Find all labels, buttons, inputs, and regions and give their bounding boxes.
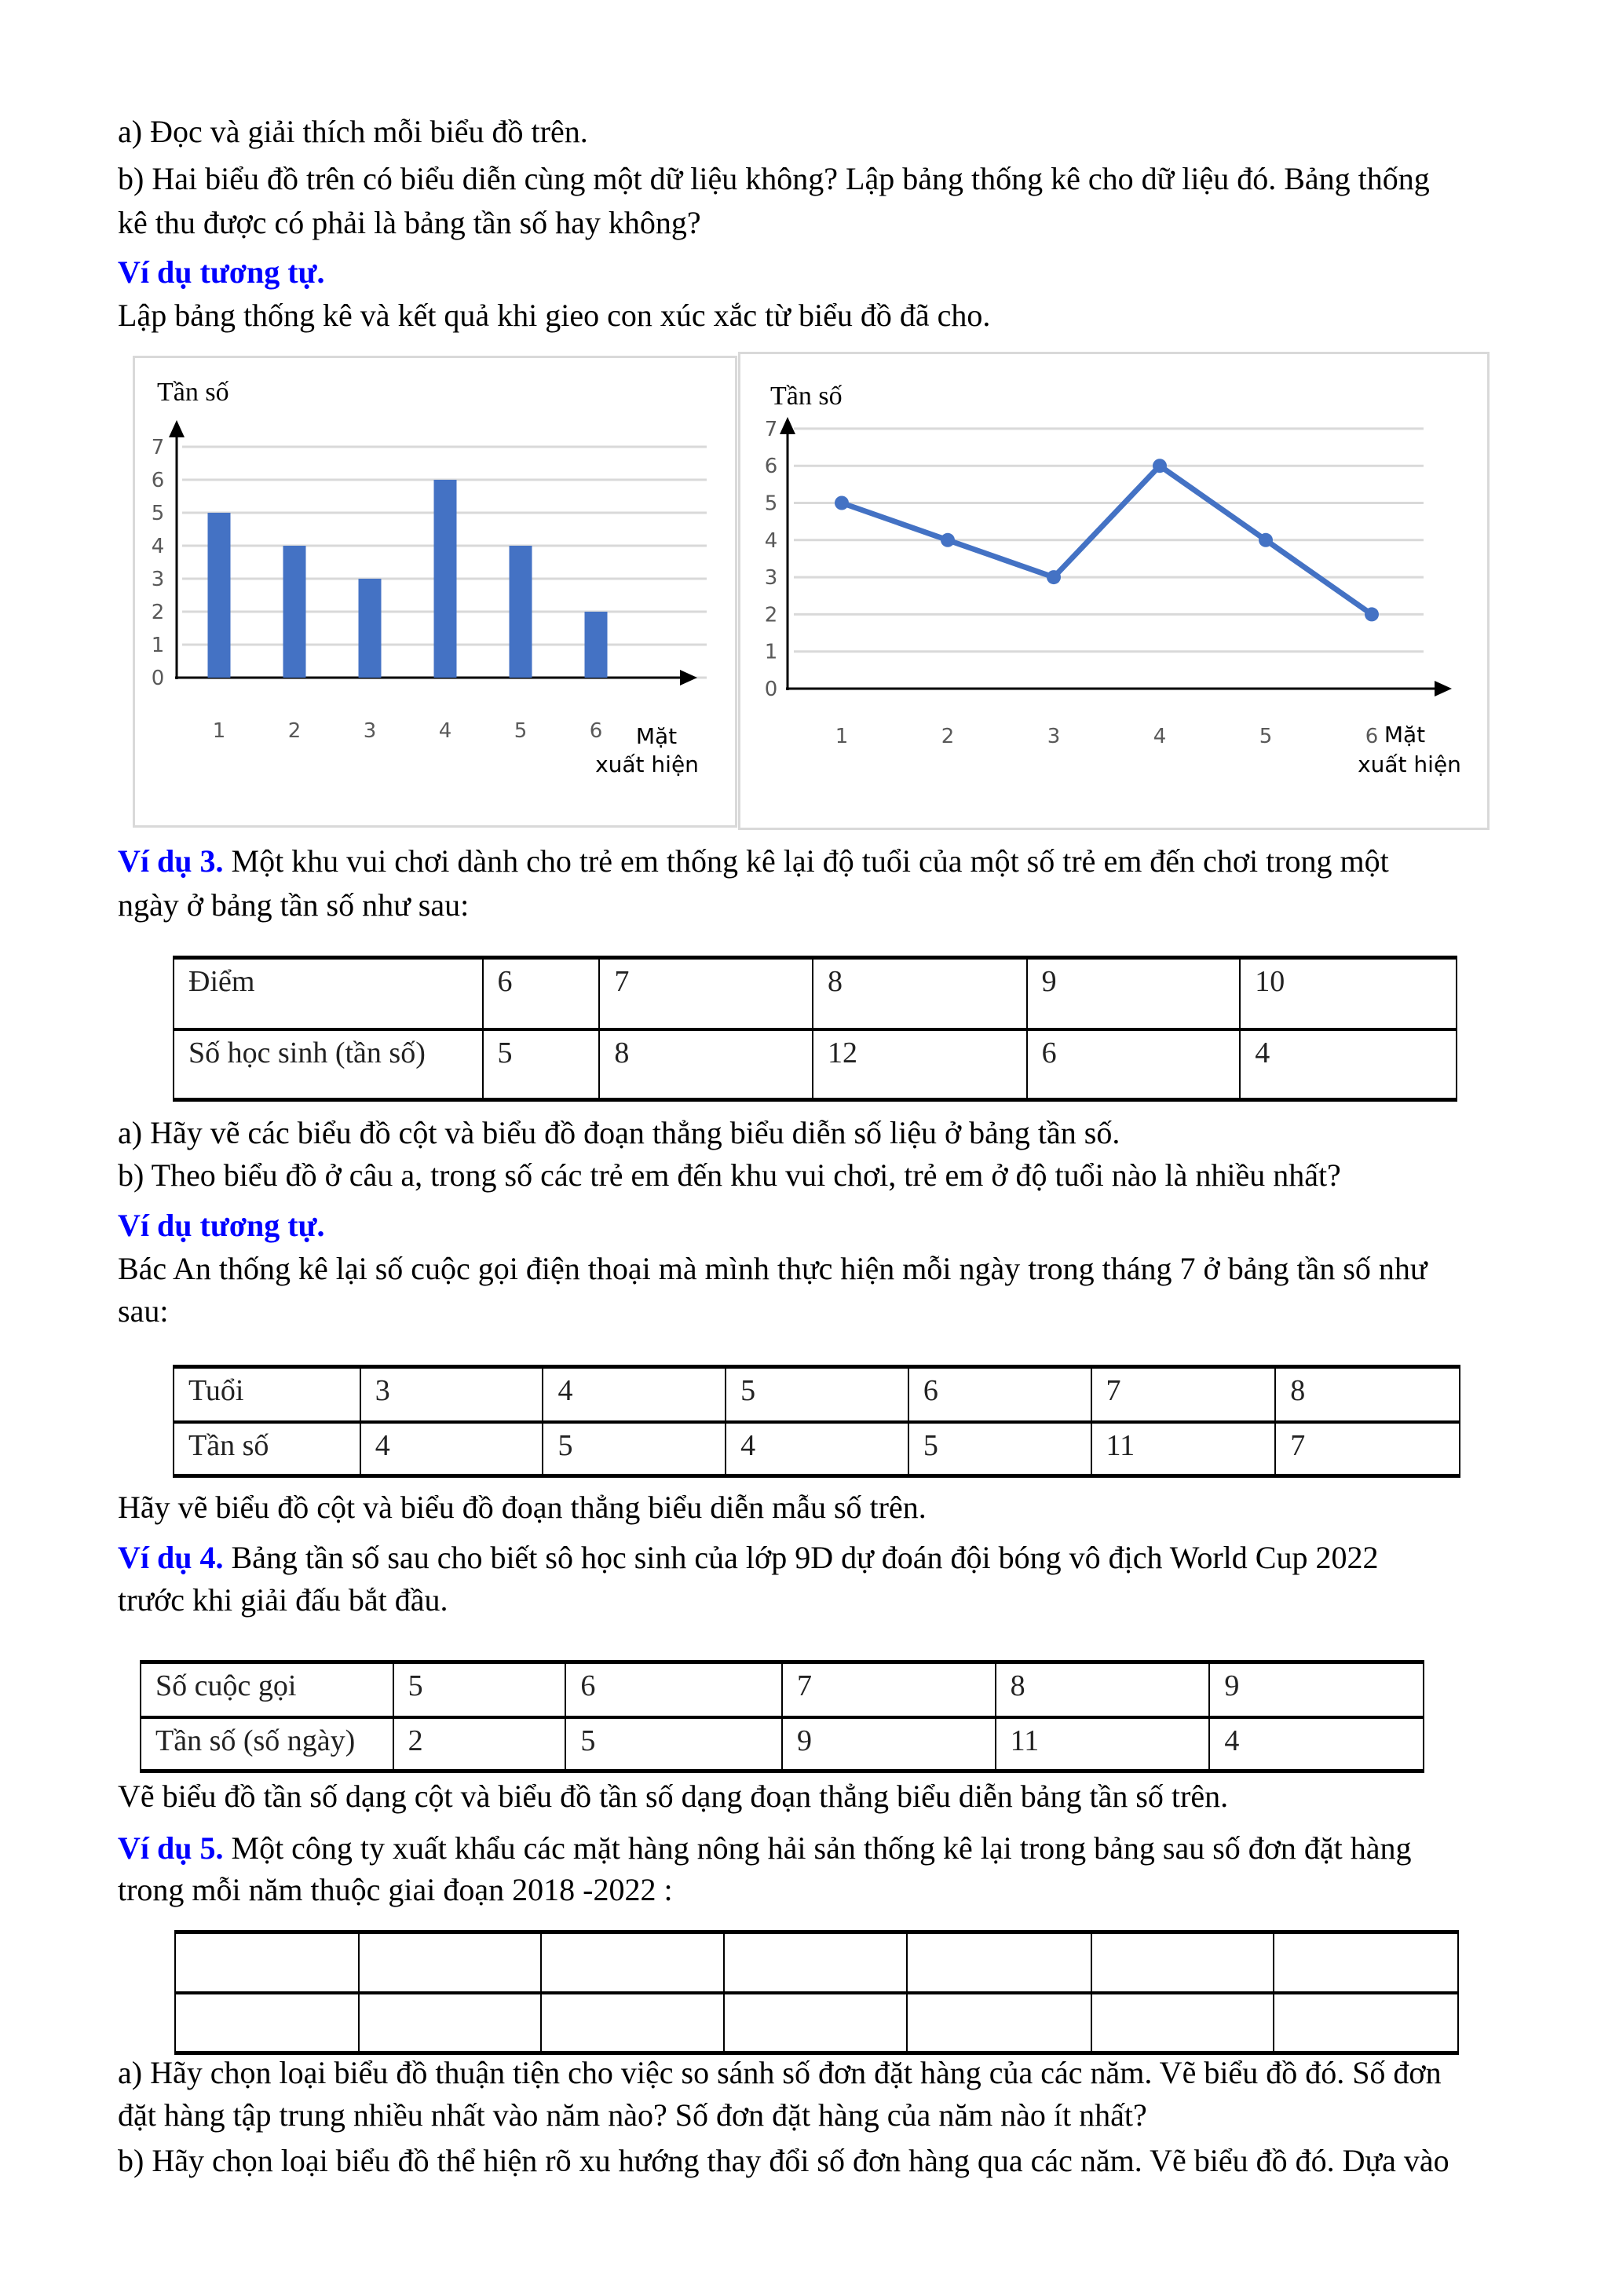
y-tick-label: 4	[151, 535, 165, 558]
data-point	[1153, 459, 1167, 473]
example3-line2: ngày ở bảng tần số như sau:	[118, 887, 470, 923]
similar2-table	[173, 1365, 1460, 1478]
x-axis-label: Mặt	[635, 723, 678, 749]
x-tick-label: 3	[1047, 725, 1061, 748]
table-cell: 8	[996, 1662, 1210, 1717]
similar2-line2: sau:	[118, 1293, 169, 1329]
y-axis-arrow-icon	[169, 420, 185, 437]
data-point	[835, 496, 849, 510]
table-row	[174, 1367, 1460, 1422]
example4-line2: trước khi giải đấu bắt đầu.	[118, 1582, 448, 1618]
bar	[208, 513, 231, 678]
y-tick-label: 6	[151, 469, 165, 492]
table-cell	[724, 1932, 907, 1993]
table-cell: 5	[393, 1662, 566, 1717]
y-tick-label: 0	[764, 678, 778, 701]
table-cell	[175, 1932, 359, 1993]
x-tick-label: 5	[1259, 725, 1273, 748]
table-row	[174, 1029, 1457, 1100]
bar	[359, 579, 382, 678]
example3-question-a: a) Hãy vẽ các biểu đồ cột và biểu đồ đoạn thẳng biểu diễn số liệu ở bảng tần số.	[118, 1115, 1120, 1150]
table-cell: 11	[1091, 1422, 1276, 1476]
similar-example-text: Lập bảng thống kê và kết quả khi gieo con xúc xắc từ biểu đồ đã cho.	[118, 298, 991, 333]
x-tick-label: 6	[1365, 725, 1379, 748]
example4-text: Bảng tần số sau cho biết sô học sinh của lớp 9D dự đoán đội bóng vô địch World Cup 2022	[223, 1540, 1379, 1575]
x-axis-label: Mặt	[1384, 722, 1426, 748]
table-cell: 4	[1209, 1717, 1424, 1771]
y-tick-label: 7	[151, 436, 165, 459]
bar	[510, 546, 532, 678]
bar-chart	[135, 358, 735, 825]
example5-table	[174, 1930, 1459, 2055]
similar-example-heading-2: Ví dụ tương tự.	[118, 1208, 325, 1243]
y-axis-label: Tần số	[157, 378, 229, 407]
table-cell: 4	[1240, 1029, 1457, 1100]
table-cell: 4	[543, 1367, 726, 1422]
example3-label: Ví dụ 3.	[118, 843, 224, 879]
y-tick-label: 1	[151, 634, 165, 657]
x-tick-label: 1	[212, 719, 226, 743]
table-cell: 12	[813, 1029, 1027, 1100]
table-cell: 8	[813, 958, 1027, 1029]
example3-text: Một khu vui chơi dành cho trẻ em thống kê lại độ tuổi của một số trẻ em đến chơi trong một	[223, 843, 1389, 879]
line-chart	[740, 354, 1487, 828]
table-cell	[907, 1932, 1091, 1993]
y-axis-arrow-icon	[780, 417, 795, 434]
example3-question-b: b) Theo biểu đồ ở câu a, trong số các trẻ em đến khu vui chơi, trẻ em ở độ tuổi nào là nhiều nhất?	[118, 1157, 1341, 1193]
table-cell: 8	[599, 1029, 813, 1100]
x-tick-label: 2	[287, 719, 302, 743]
table-cell	[724, 1993, 907, 2053]
example5-question-a-line1: a) Hãy chọn loại biểu đồ thuận tiện cho việc so sánh số đơn đặt hàng của các năm. Vẽ biểu đồ đó. Số đơn	[118, 2055, 1442, 2090]
similar2-line1: Bác An thống kê lại số cuộc gọi điện thoại mà mình thực hiện mỗi ngày trong tháng 7 ở bảng tần số như	[118, 1251, 1427, 1286]
x-tick-label: 3	[363, 719, 377, 743]
table-cell: 3	[360, 1367, 543, 1422]
table-row	[174, 958, 1457, 1029]
example5-question-b: b) Hãy chọn loại biểu đồ thể hiện rõ xu hướng thay đổi số đơn hàng qua các năm. Vẽ biểu đồ đó. Dựa vào	[118, 2143, 1449, 2178]
table-cell	[1274, 1932, 1458, 1993]
example5-question-a-line2: đặt hàng tập trung nhiều nhất vào năm nào? Số đơn đặt hàng của năm nào ít nhất?	[118, 2097, 1147, 2133]
y-tick-label: 4	[764, 528, 778, 553]
table-cell: Tuổi	[174, 1367, 360, 1422]
line-chart-frame	[738, 352, 1490, 830]
table-cell: 2	[393, 1717, 566, 1771]
table-cell: Tần số (số ngày)	[141, 1717, 393, 1771]
y-axis-label: Tần số	[770, 382, 843, 411]
table-cell: 5	[726, 1367, 908, 1422]
data-point	[1047, 570, 1061, 584]
table-cell: Tần số	[174, 1422, 360, 1476]
table-cell: 5	[543, 1422, 726, 1476]
table-cell	[541, 1932, 724, 1993]
example3-table	[173, 956, 1457, 1102]
question-b-line1: b) Hai biểu đồ trên có biểu diễn cùng một dữ liệu không? Lập bảng thống kê cho dữ liệu đó. Bảng thống	[118, 161, 1430, 196]
y-tick-label: 5	[764, 492, 778, 516]
y-tick-label: 6	[764, 455, 778, 479]
x-tick-label: 5	[514, 719, 528, 743]
bar	[585, 612, 608, 678]
data-point	[941, 533, 955, 547]
table-cell: Điểm	[174, 958, 483, 1029]
table-cell: Số học sinh (tần số)	[174, 1029, 483, 1100]
table-cell: 6	[565, 1662, 782, 1717]
x-tick-label: 2	[941, 725, 955, 748]
x-axis-arrow-icon	[1435, 681, 1452, 696]
table-cell	[541, 1993, 724, 2053]
table-cell	[1274, 1993, 1458, 2053]
x-axis-label: xuất hiện	[595, 751, 699, 777]
table-row	[175, 1993, 1458, 2053]
table-cell: 8	[1275, 1367, 1460, 1422]
table-cell: 6	[483, 958, 600, 1029]
table-cell: 4	[726, 1422, 908, 1476]
x-axis-arrow-icon	[680, 670, 697, 686]
table-cell: 7	[599, 958, 813, 1029]
similar2-task: Hãy vẽ biểu đồ cột và biểu đồ đoạn thẳng biểu diễn mẫu số trên.	[118, 1490, 927, 1525]
table-cell	[175, 1993, 359, 2053]
example3-line1	[118, 843, 1389, 879]
x-tick-label: 4	[1153, 725, 1167, 748]
table-cell	[907, 1993, 1091, 2053]
question-b-line2: kê thu được có phải là bảng tần số hay không?	[118, 205, 701, 240]
bar-chart-frame	[133, 356, 737, 828]
table-cell: Số cuộc gọi	[141, 1662, 393, 1717]
table-cell: 9	[782, 1717, 996, 1771]
x-tick-label: 6	[589, 719, 603, 743]
data-point	[1259, 533, 1273, 547]
table-cell: 6	[908, 1367, 1091, 1422]
table-cell: 4	[360, 1422, 543, 1476]
x-tick-label: 1	[835, 725, 849, 748]
example5-line1	[118, 1830, 1412, 1866]
data-point	[1365, 607, 1379, 621]
example4-table	[140, 1660, 1424, 1773]
example5-label: Ví dụ 5.	[118, 1830, 224, 1866]
table-cell: 10	[1240, 958, 1457, 1029]
table-cell: 7	[782, 1662, 996, 1717]
table-cell: 5	[483, 1029, 600, 1100]
y-tick-label: 3	[151, 568, 165, 591]
question-a: a) Đọc và giải thích mỗi biểu đồ trên.	[118, 114, 588, 149]
table-cell: 9	[1027, 958, 1241, 1029]
example5-text: Một công ty xuất khẩu các mặt hàng nông hải sản thống kê lại trong bảng sau số đơn đặt hàng	[223, 1830, 1412, 1866]
table-row	[141, 1717, 1424, 1771]
table-row	[141, 1662, 1424, 1717]
y-tick-label: 7	[764, 417, 778, 441]
y-tick-label: 5	[151, 502, 165, 525]
example4-line1	[118, 1542, 1378, 1574]
example5-line2: trong mỗi năm thuộc giai đoạn 2018 -2022 :	[118, 1872, 673, 1907]
table-cell: 6	[1027, 1029, 1241, 1100]
table-cell: 11	[996, 1717, 1210, 1771]
y-tick-label: 3	[764, 566, 778, 590]
table-cell: 7	[1275, 1422, 1460, 1476]
x-tick-label: 4	[438, 719, 452, 743]
table-row	[175, 1932, 1458, 1993]
y-tick-label: 0	[151, 667, 165, 690]
example4-label: Ví dụ 4.	[118, 1540, 224, 1575]
table-cell	[1091, 1932, 1274, 1993]
bar	[434, 480, 457, 678]
table-cell	[1091, 1993, 1274, 2053]
table-cell: 7	[1091, 1367, 1276, 1422]
table-cell	[359, 1932, 542, 1993]
table-cell: 5	[565, 1717, 782, 1771]
table-cell: 9	[1209, 1662, 1424, 1717]
y-tick-label: 2	[151, 601, 165, 624]
table-cell: 5	[908, 1422, 1091, 1476]
similar-example-heading: Ví dụ tương tự.	[118, 254, 325, 290]
x-axis-label: xuất hiện	[1358, 751, 1461, 777]
bar	[283, 546, 306, 678]
table-row	[174, 1422, 1460, 1476]
table-cell	[359, 1993, 542, 2053]
example4-task: Vẽ biểu đồ tần số dạng cột và biểu đồ tần số dạng đoạn thẳng biểu diễn bảng tần số trên.	[118, 1779, 1229, 1814]
y-tick-label: 1	[764, 640, 778, 664]
y-tick-label: 2	[764, 603, 778, 627]
